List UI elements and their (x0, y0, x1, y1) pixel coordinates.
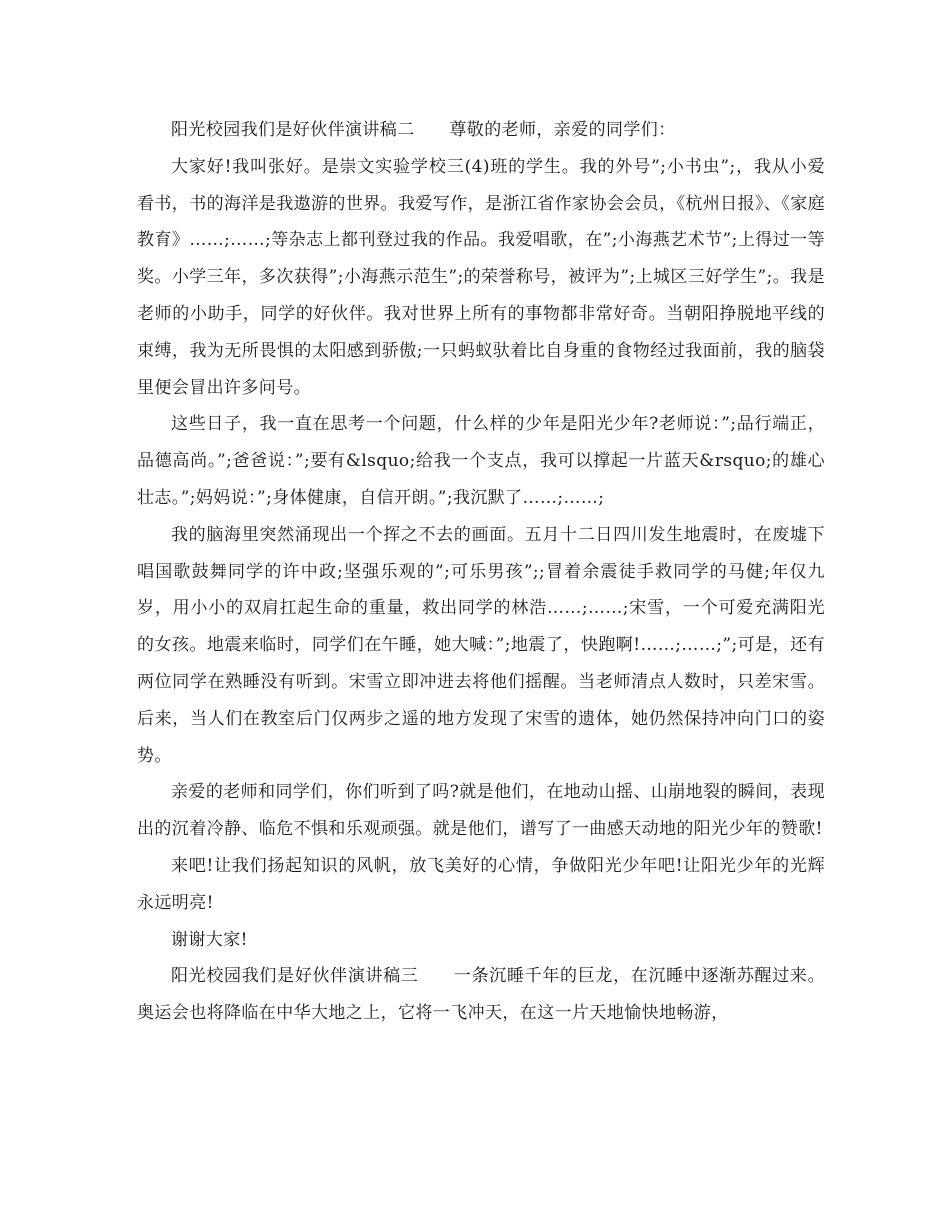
paragraph-speech-three-opening: 阳光校园我们是好伙伴演讲稿三 一条沉睡千年的巨龙，在沉睡中逐渐苏醒过来。奥运会也将降临在中华大地之上，它将一飞冲天，在这一片天地愉快地畅游， (137, 966, 825, 1024)
document-body (137, 112, 825, 1032)
paragraph-tribute: 亲爱的老师和同学们，你们听到了吗?就是他们，在地动山摇、山崩地裂的瞬间，表现出的沉着冷静、临危不惧和乐观顽强。就是他们，谱写了一曲感天动地的阳光少年的赞歌! (137, 782, 825, 840)
paragraph-earthquake-memories: 我的脑海里突然涌现出一个挥之不去的画面。五月十二日四川发生地震时，在废墟下唱国歌鼓舞同学的许中政;坚强乐观的”;可乐男孩”;;冒着余震徒手救同学的马健;年仅九岁，用小小的双肩扛起生命的重量，救出同学的林浩……;……;宋雪，一个可爱充满阳光的女孩。地震来临时，同学们在午睡，她大喊：”;地震了，快跑啊!……;……;”;可是，还有两位同学在熟睡没有听到。宋雪立即冲进去将他们摇醒。当老师清点人数时，只差宋雪。后来，当人们在教室后门仅两步之遥的地方发现了宋雪的遗体，她仍然保持冲向门口的姿势。 (137, 524, 825, 766)
paragraph-what-is-sunshine-youth: 这些日子，我一直在思考一个问题，什么样的少年是阳光少年?老师说：”;品行端正，品德高尚。”;爸爸说：”;要有&lsquo;给我一个支点，我可以撑起一片蓝天&rsquo;的雄心壮志。”;妈妈说：”;身体健康，自信开朗。”;我沉默了……;……; (137, 414, 825, 508)
paragraph-speech-two-heading: 阳光校园我们是好伙伴演讲稿二 尊敬的老师，亲爱的同学们： (171, 120, 676, 140)
paragraph-thanks: 谢谢大家! (171, 929, 248, 950)
paragraph-call-to-action: 来吧!让我们扬起知识的风帆，放飞美好的心情，争做阳光少年吧!让阳光少年的光辉永远明亮! (137, 855, 825, 913)
paragraph-self-introduction: 大家好!我叫张好。是崇文实验学校三(4)班的学生。我的外号”;小书虫”;，我从小爱看书，书的海洋是我遨游的世界。我爱写作，是浙江省作家协会会员，《杭州日报》、《家庭教育》……;……;等杂志上都刊登过我的作品。我爱唱歌，在”;小海燕艺术节”;上得过一等奖。小学三年，多次获得”;小海燕示范生”;的荣誉称号，被评为”;上城区三好学生”;。我是老师的小助手，同学的好伙伴。我对世界上所有的事物都非常好奇。当朝阳挣脱地平线的束缚，我为无所畏惧的太阳感到骄傲;一只蚂蚁驮着比自身重的食物经过我面前，我的脑袋里便会冒出许多问号。 (137, 156, 825, 398)
